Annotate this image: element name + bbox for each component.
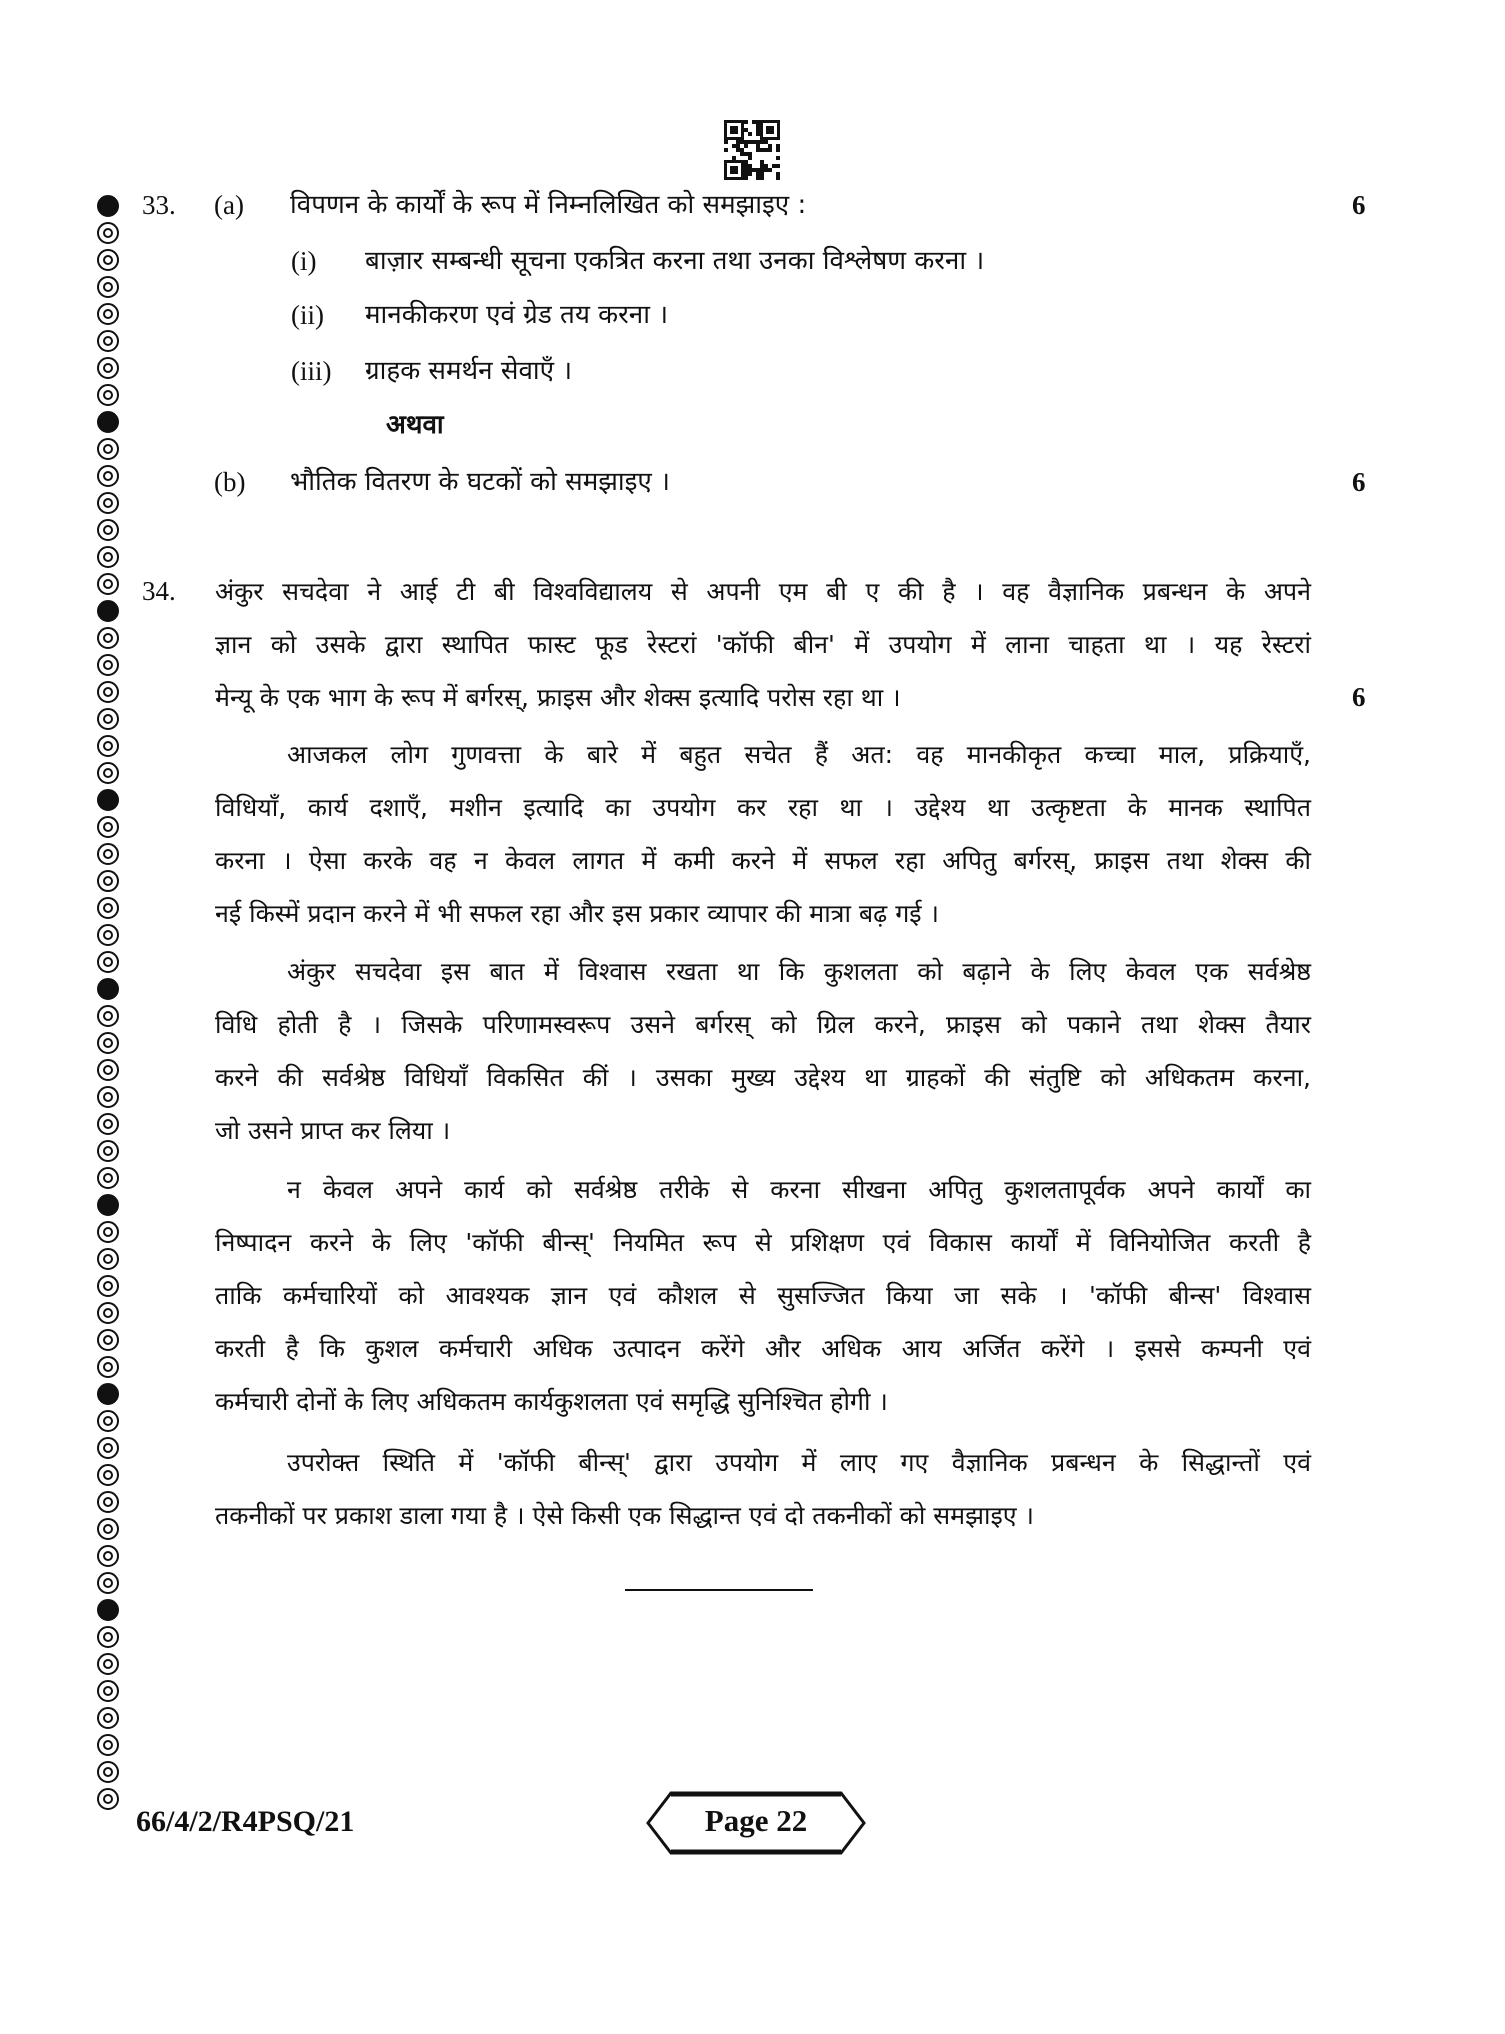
text-line: मेन्यू के एक भाग के रूप में बर्गरस्, फ्राइस और शेक्स इत्यादि परोस रहा था । [215, 683, 901, 712]
qr-module [756, 120, 760, 124]
ring-ornament [97, 330, 119, 352]
ring-ornament [97, 1518, 119, 1540]
marks: 6 [1352, 190, 1366, 220]
qr-module [748, 152, 752, 156]
qr-module [740, 152, 744, 156]
qr-module [760, 168, 764, 172]
ring-ornament [97, 1248, 119, 1270]
ring-ornament [97, 1329, 119, 1351]
end-separator [625, 1589, 813, 1591]
paragraph [215, 565, 1311, 724]
text-line: करने की सर्वश्रेष्ठ विधियाँ विकसित कीं । उसका मुख्य उद्देश्य था ग्राहकों की संतुष्टि को अधिकतम करना, [215, 1063, 1311, 1092]
ring-ornament [97, 1680, 119, 1702]
qr-module [744, 168, 748, 172]
ring-ornament [97, 1734, 119, 1756]
ring-ornament [97, 600, 119, 622]
part-label: (b) [214, 467, 246, 497]
qr-module [748, 140, 752, 144]
qr-module [764, 148, 768, 152]
qr-module [756, 176, 760, 180]
item-text: ग्राहक समर्थन सेवाएँ । [365, 356, 573, 386]
ring-ornament [97, 870, 119, 892]
text-line: अंकुर सचदेवा इस बात में विश्वास रखता था कि कुशलता को बढ़ाने के लिए केवल एक सर्वश्रेष्ठ [287, 957, 1311, 986]
qr-module [736, 148, 740, 152]
ring-ornament [97, 546, 119, 568]
ring-ornament [97, 1383, 119, 1405]
qr-module [752, 140, 756, 144]
qr-module [752, 120, 756, 124]
ring-ornament [97, 1113, 119, 1135]
ring-ornament [97, 1410, 119, 1432]
paper-code: 66/4/2/R4PSQ/21 [136, 1805, 355, 1838]
item-text: बाज़ार सम्बन्धी सूचना एकत्रित करना तथा उनका विश्लेषण करना । [365, 246, 985, 276]
page-number: Page 22 [704, 1803, 808, 1838]
question-text: विपणन के कार्यों के रूप में निम्नलिखित को समझाइए : [290, 190, 807, 220]
text-line: तकनीकों पर प्रकाश डाला गया है । ऐसे किसी एक सिद्धान्त एवं दो तकनीकों को समझाइए । [215, 1501, 1035, 1530]
qr-module [748, 156, 752, 160]
ring-ornament [97, 1194, 119, 1216]
ring-ornament [97, 1653, 119, 1675]
ring-ornament [97, 1167, 119, 1189]
ring-ornament [97, 708, 119, 730]
qr-module [740, 148, 744, 152]
marks: 6 [1352, 682, 1366, 712]
ring-ornament [97, 897, 119, 919]
qr-module [760, 140, 764, 144]
ring-ornament [97, 843, 119, 865]
qr-module [752, 168, 756, 172]
qr-module [744, 144, 748, 148]
ring-ornament [97, 519, 119, 541]
ring-ornament [97, 924, 119, 946]
paragraph [215, 728, 1311, 940]
text-line: विधि होती है । जिसके परिणामस्वरूप उसने बर्गरस् को ग्रिल करने, फ्राइस को पकाने तथा शेक्स तैयार [215, 1010, 1311, 1039]
text-line: कर्मचारी दोनों के लिए अधिकतम कार्यकुशलता एवं समृद्धि सुनिश्चित होगी । [215, 1387, 888, 1416]
item-text: मानकीकरण एवं ग्रेड तय करना । [365, 300, 669, 330]
or-label: अथवा [386, 410, 444, 440]
qr-module [776, 156, 780, 160]
qr-module [764, 164, 768, 168]
qr-module [764, 168, 768, 172]
text-line: अंकुर सचदेवा ने आई टी बी विश्वविद्यालय से अपनी एम बी ए की है । वह वैज्ञानिक प्रबन्धन के अपने [215, 577, 1311, 606]
ring-ornament [97, 681, 119, 703]
qr-module [732, 144, 736, 148]
page-number-badge [645, 1790, 867, 1856]
ring-ornament [97, 1761, 119, 1783]
ring-ornament [97, 1005, 119, 1027]
qr-module [744, 128, 748, 132]
text-line: करती है कि कुशल कर्मचारी अधिक उत्पादन करेंगे और अधिक आय अर्जित करेंगे । इससे कम्पनी एवं [215, 1334, 1311, 1363]
qr-module [732, 156, 736, 160]
ring-ornament [97, 222, 119, 244]
qr-module [756, 144, 760, 148]
text-line: उपरोक्त स्थिति में 'कॉफी बीन्स्' द्वारा उपयोग में लाए गए वैज्ञानिक प्रबन्धन के सिद्धान्तों एवं [287, 1448, 1311, 1477]
question-text: भौतिक वितरण के घटकों को समझाइए । [290, 467, 670, 497]
ring-ornament [97, 573, 119, 595]
ring-ornament [97, 1626, 119, 1648]
qr-module [776, 164, 780, 168]
paragraph [215, 1163, 1311, 1428]
qr-module [760, 172, 764, 176]
ring-ornament [97, 384, 119, 406]
qr-module [748, 168, 752, 172]
paragraph [215, 945, 1311, 1157]
qr-module [740, 140, 744, 144]
qr-module [756, 132, 760, 136]
qr-module [744, 140, 748, 144]
qr-module [776, 144, 780, 148]
qr-module [764, 140, 768, 144]
ring-ornament [97, 1140, 119, 1162]
qr-module [748, 164, 752, 168]
qr-module [776, 172, 780, 176]
ring-ornament [97, 1275, 119, 1297]
ring-ornament [97, 276, 119, 298]
qr-module [730, 166, 738, 174]
ring-ornament [97, 1707, 119, 1729]
item-label: (iii) [291, 356, 332, 386]
text-line: नई किस्में प्रदान करने में भी सफल रहा और इस प्रकार व्यापार की मात्रा बढ़ गई । [215, 899, 939, 928]
qr-module [768, 148, 772, 152]
text-line: निष्पादन करने के लिए 'कॉफी बीन्स्' नियमित रूप से प्रशिक्षण एवं विकास कार्यों में विनियोजित करती है [215, 1228, 1311, 1257]
qr-module [766, 126, 774, 134]
ring-ornament [97, 411, 119, 433]
qr-module [756, 124, 760, 128]
ring-ornament [97, 1437, 119, 1459]
qr-module [744, 152, 748, 156]
text-line: आजकल लोग गुणवत्ता के बारे में बहुत सचेत हैं अत: वह मानकीकृत कच्चा माल, प्रक्रियाएँ, [287, 740, 1311, 769]
item-label: (i) [291, 246, 317, 276]
qr-module [776, 176, 780, 180]
ring-ornament [97, 789, 119, 811]
ring-ornament [97, 654, 119, 676]
text-line: न केवल अपने कार्य को सर्वश्रेष्ठ तरीके से करना सीखना अपितु कुशलतापूर्वक अपने कार्यों का [287, 1175, 1311, 1204]
ring-ornament [97, 951, 119, 973]
ring-ornament [97, 762, 119, 784]
ring-ornament [97, 816, 119, 838]
ring-ornament [97, 735, 119, 757]
ring-ornament [97, 978, 119, 1000]
margin-ring-border [97, 195, 125, 1815]
ring-ornament [97, 195, 119, 217]
qr-module [730, 126, 738, 134]
qr-module [756, 172, 760, 176]
ring-ornament [97, 1788, 119, 1810]
qr-module [744, 160, 748, 164]
item-label: (ii) [291, 300, 324, 330]
qr-code [724, 120, 780, 182]
qr-module [760, 148, 764, 152]
ring-ornament [97, 627, 119, 649]
question-number: 33. [142, 190, 176, 220]
ring-ornament [97, 357, 119, 379]
ring-ornament [97, 1572, 119, 1594]
ring-ornament [97, 249, 119, 271]
qr-module [760, 160, 764, 164]
qr-module [756, 148, 760, 152]
ring-ornament [97, 1221, 119, 1243]
marks: 6 [1352, 467, 1366, 497]
qr-module [768, 144, 772, 148]
qr-module [756, 140, 760, 144]
ring-ornament [97, 1599, 119, 1621]
qr-module [748, 132, 752, 136]
ring-ornament [97, 1356, 119, 1378]
ring-ornament [97, 1545, 119, 1567]
qr-module [756, 168, 760, 172]
qr-module [736, 140, 740, 144]
qr-module [748, 172, 752, 176]
text-line: विधियाँ, कार्य दशाएँ, मशीन इत्यादि का उपयोग कर रहा था । उद्देश्य था उत्कृष्टता के मानक स्थापित [215, 793, 1311, 822]
qr-module [768, 168, 772, 172]
qr-module [760, 164, 764, 168]
text-line: ताकि कर्मचारियों को आवश्यक ज्ञान एवं कौशल से सुसज्जित किया जा सके । 'कॉफी बीन्स' विश्वास [215, 1281, 1311, 1310]
qr-module [724, 148, 728, 152]
ring-ornament [97, 465, 119, 487]
qr-module [772, 164, 776, 168]
question-number: 34. [142, 576, 176, 606]
qr-module [724, 140, 728, 144]
qr-module [744, 172, 748, 176]
ring-ornament [97, 1302, 119, 1324]
qr-module [744, 176, 748, 180]
part-label: (a) [214, 190, 244, 220]
ring-ornament [97, 303, 119, 325]
ring-ornament [97, 1491, 119, 1513]
ring-ornament [97, 1059, 119, 1081]
ring-ornament [97, 438, 119, 460]
ring-ornament [97, 492, 119, 514]
qr-module [744, 164, 748, 168]
paragraph [215, 1436, 1311, 1542]
ring-ornament [97, 1086, 119, 1108]
qr-module [760, 176, 764, 180]
text-line: करना । ऐसा करके वह न केवल लागत में कमी करने में सफल रहा अपितु बर्गरस्, फ्राइस तथा शेक्स की [215, 846, 1311, 875]
text-line: ज्ञान को उसके द्वारा स्थापित फास्ट फूड रेस्टरां 'कॉफी बीन' में उपयोग में लाना चाहता था । यह रेस्टरां [215, 630, 1311, 659]
qr-module [756, 128, 760, 132]
ring-ornament [97, 1464, 119, 1486]
text-line: जो उसने प्राप्त कर लिया । [215, 1116, 451, 1145]
ring-ornament [97, 1032, 119, 1054]
qr-module [776, 148, 780, 152]
qr-module [744, 120, 748, 124]
qr-module [736, 144, 740, 148]
